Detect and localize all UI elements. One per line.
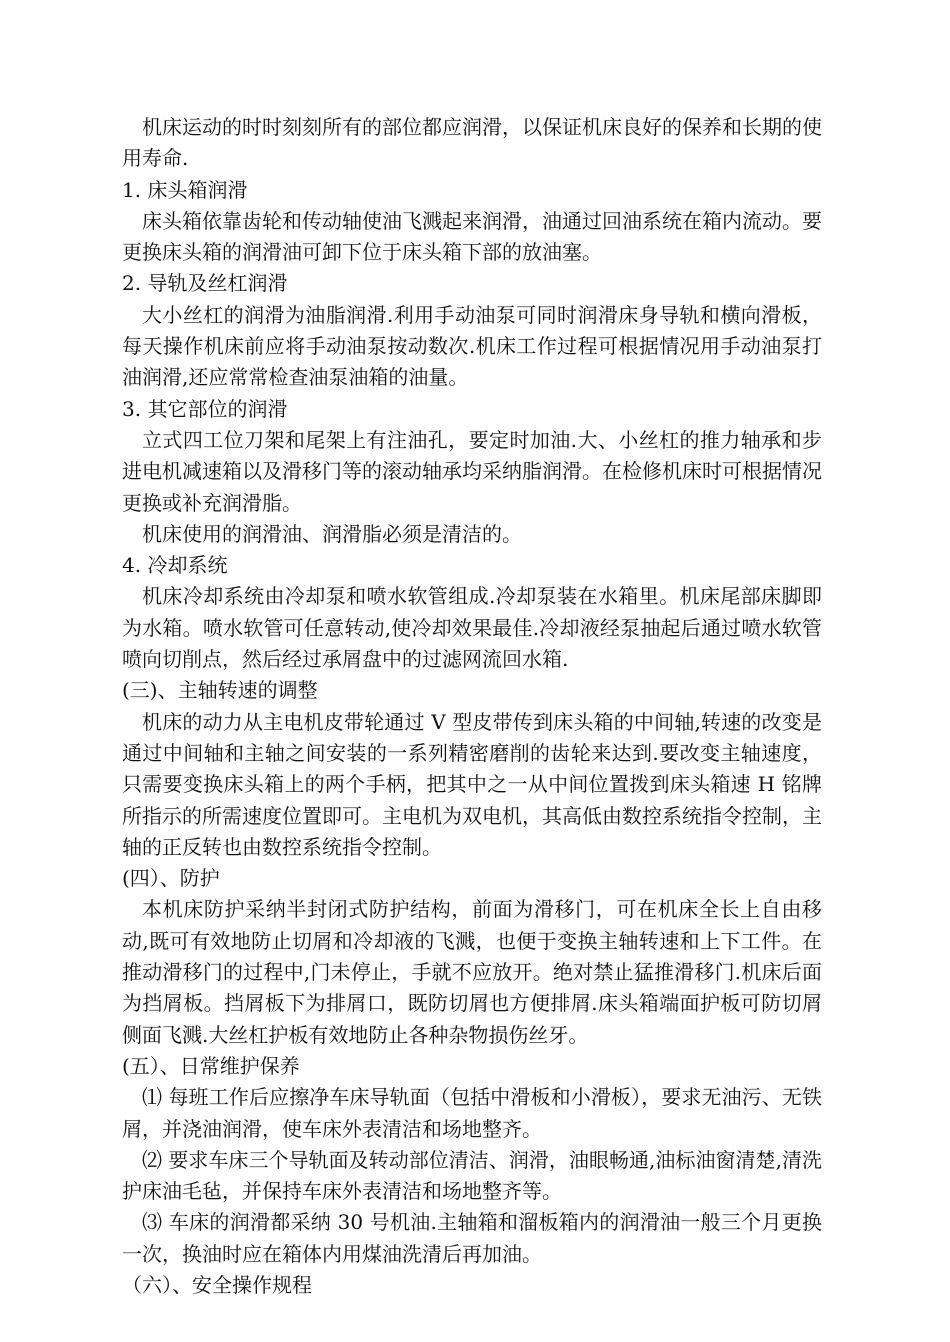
heading-spindle-speed: (三)、主轴转速的调整	[122, 678, 318, 703]
paragraph-spindle-speed: 机床的动力从主电机皮带轮通过 V 型皮带传到床头箱的中间轴,转速的改变是通过中间轴和主轴之间安装的一系列精密磨削的齿轮来达到.要改变主轴速度，只需要变换床头箱上的两个手柄，把其中之一从中间位置拨到床头箱速 H 铭牌所指示的所需速度位置即可。主电机为双电机，其高低由数控系统指令控制，主轴的正反转也由数控系统指令控制。	[122, 709, 822, 859]
heading-cooling-system: 4. 冷却系统	[122, 553, 228, 578]
heading-protection: (四）、防护	[122, 866, 220, 891]
paragraph-clean-lubricant: 机床使用的润滑油、润滑脂必须是清洁的。	[142, 521, 522, 546]
heading-guide-rail-lubrication: 2. 导轨及丝杠润滑	[122, 271, 288, 296]
heading-headstock-lubrication: 1. 床头箱润滑	[122, 177, 248, 202]
paragraph-protection: 本机床防护采纳半封闭式防护结构，前面为滑移门，可在机床全长上自由移动,既可有效地防止切屑和冷却液的飞溅，也便于变换主轴转速和上下工件。在推动滑移门的过程中,门未停止，手就不应放开。绝对禁止猛推滑移门.机床后面为挡屑板。挡屑板下为排屑口，既防切屑也方便排屑.床头箱端面护板可防切屑侧面飞溅.大丝杠护板有效地防止各种杂物损伤丝牙。	[122, 897, 822, 1047]
paragraph-intro: 机床运动的时时刻刻所有的部位都应润滑，以保证机床良好的保养和长期的使用寿命.	[122, 115, 822, 171]
paragraph-headstock-lubrication: 床头箱依靠齿轮和传动轴使油飞溅起来润滑，油通过回油系统在箱内流动。要更换床头箱的润滑油可卸下位于床头箱下部的放油塞。	[122, 208, 822, 265]
paragraph-other-parts-lubrication: 立式四工位刀架和尾架上有注油孔，要定时加油.大、小丝杠的推力轴承和步进电机减速箱以及滑移门等的滚动轴承均采纳脂润滑。在检修机床时可根据情况更换或补充润滑脂。	[122, 427, 822, 515]
document-body	[122, 112, 822, 1301]
heading-other-parts-lubrication: 3. 其它部位的润滑	[122, 396, 288, 421]
heading-daily-maintenance: (五）、日常维护保养	[122, 1053, 300, 1078]
list-item-maintenance-3: ⑶ 车床的润滑都采纳 30 号机油.主轴箱和溜板箱内的润滑油一般三个月更换一次，换油时应在箱体内用煤油洗清后再加油。	[122, 1210, 822, 1266]
paragraph-cooling-system: 机床冷却系统由冷却泵和喷水软管组成.冷却泵装在水箱里。机床尾部床脚即为水箱。喷水软管可任意转动,使冷却效果最佳.冷却液经泵抽起后通过喷水软管喷向切削点，然后经过承屑盘中的过滤网流回水箱.	[122, 584, 822, 672]
heading-safety-procedures: （六）、安全操作规程	[122, 1272, 312, 1297]
list-item-maintenance-2: ⑵ 要求车床三个导轨面及转动部位清洁、润滑，油眼畅通,油标油窗清楚,清洗护床油毛毡，并保持车床外表清洁和场地整齐等。	[122, 1147, 822, 1204]
paragraph-guide-rail-lubrication: 大小丝杠的润滑为油脂润滑.利用手动油泵可同时润滑床身导轨和横向滑板，每天操作机床前应将手动油泵按动数次.机床工作过程可根据情况用手动油泵打油润滑,还应常常检查油泵油箱的油量。	[122, 302, 822, 390]
list-item-maintenance-1: ⑴ 每班工作后应擦净车床导轨面（包括中滑板和小滑板），要求无油污、无铁屑，并浇油润滑，使车床外表清洁和场地整齐。	[122, 1085, 822, 1141]
